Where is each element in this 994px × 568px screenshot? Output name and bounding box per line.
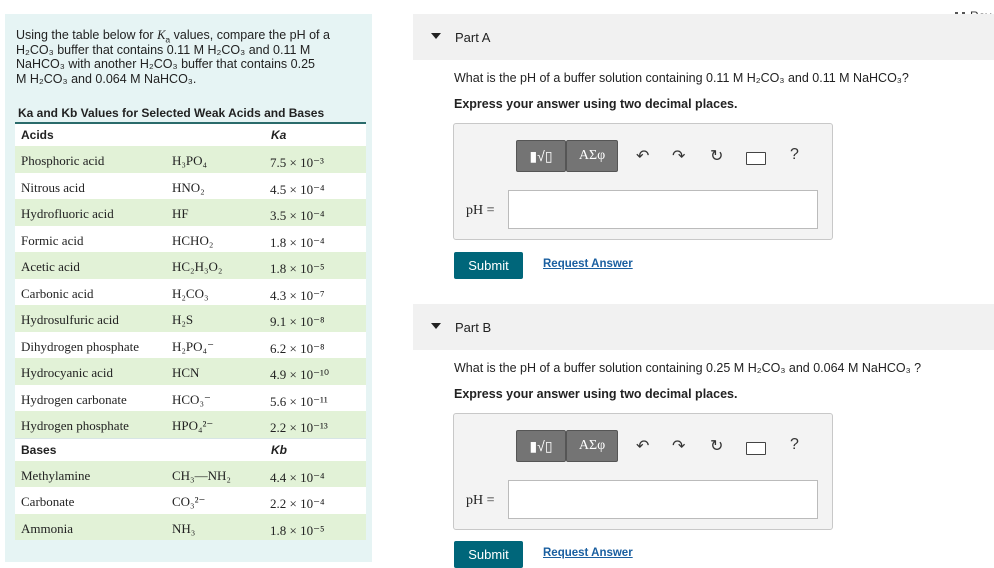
- compound-formula: HCN: [172, 365, 200, 380]
- reset-icon[interactable]: ↻: [710, 438, 724, 455]
- k-value: 1.8 × 10⁻⁵: [270, 261, 325, 276]
- k-value: 4.4 × 10⁻⁴: [270, 469, 325, 485]
- part-a-answer-box: [453, 123, 833, 240]
- table-row: [15, 332, 366, 359]
- collapse-arrow-icon: [431, 33, 441, 39]
- ka-kb-table: [15, 122, 366, 540]
- compound-name: Dihydrogen phosphate: [21, 338, 140, 354]
- compound-formula: H₂S: [172, 312, 194, 327]
- k-value: 4.3 × 10⁻⁷: [270, 287, 325, 303]
- compound-formula: HCO₃⁻: [172, 391, 211, 407]
- k-value: 2.2 × 10⁻¹³: [270, 420, 328, 435]
- intro-line-4: M H₂CO₃ and 0.064 M NaHCO₃.: [16, 71, 197, 86]
- ka-header: Ka: [271, 128, 287, 142]
- part-b-request-answer-link[interactable]: Request Answer: [543, 547, 633, 559]
- table-row: [15, 487, 366, 514]
- ph-label: pH =: [466, 493, 495, 508]
- compound-formula: CO₃²⁻: [172, 494, 206, 509]
- compound-formula: HPO₄²⁻: [172, 418, 214, 433]
- redo-icon[interactable]: ↷: [672, 148, 686, 165]
- part-a-question: What is the pH of a buffer solution containing 0.11 M H₂CO₃ and 0.11 M NaHCO₃?: [454, 71, 909, 85]
- compound-name: Hydrofluoric acid: [21, 206, 114, 221]
- compound-formula: HF: [172, 206, 189, 221]
- compound-name: Acetic acid: [21, 259, 80, 274]
- acid-rows: [15, 146, 366, 438]
- part-a-submit-button[interactable]: Submit: [454, 252, 523, 279]
- compound-formula: HC₂H₃O₂: [172, 259, 223, 274]
- compound-name: Phosphoric acid: [21, 153, 105, 168]
- part-b-title: Part B: [455, 320, 492, 335]
- k-value: 3.5 × 10⁻⁴: [270, 208, 325, 223]
- problem-intro: [16, 28, 361, 86]
- collapse-arrow-icon: [431, 323, 441, 329]
- intro-line-3: NaHCO₃ with another H₂CO₃ buffer that contains 0.25: [16, 57, 315, 72]
- table-row: [15, 514, 366, 541]
- greek-symbols-button[interactable]: ΑΣφ: [566, 140, 618, 172]
- template-button[interactable]: ▮√▯: [516, 430, 566, 462]
- intro-line-1-rest: values, compare the pH of a: [170, 28, 330, 42]
- compound-formula: HCHO₂: [172, 232, 214, 248]
- compound-name: Hydrosulfuric acid: [21, 312, 119, 327]
- k-value: 2.2 × 10⁻⁴: [270, 496, 325, 511]
- table-row: [15, 199, 366, 226]
- part-a-request-answer-link[interactable]: Request Answer: [543, 258, 633, 270]
- part-a-instruction: Express your answer using two decimal places.: [454, 97, 738, 111]
- k-value: 6.2 × 10⁻⁸: [270, 340, 325, 356]
- intro-ka: K: [157, 28, 166, 42]
- compound-formula: H₃PO₄: [172, 153, 208, 168]
- table-title: Ka and Kb Values for Selected Weak Acids and Bases: [18, 106, 325, 120]
- table-row: [15, 305, 366, 332]
- intro-line-1: Using the table below for: [16, 28, 158, 42]
- table-row: [15, 226, 366, 253]
- k-value: 1.8 × 10⁻⁴: [270, 234, 325, 250]
- undo-icon[interactable]: ↶: [636, 148, 650, 165]
- help-icon[interactable]: ?: [790, 436, 799, 453]
- compound-formula: H₂CO₃: [172, 285, 209, 301]
- k-value: 4.5 × 10⁻⁴: [270, 181, 325, 197]
- part-b-header[interactable]: [413, 304, 994, 350]
- acids-header-row: [15, 122, 366, 146]
- k-value: 4.9 × 10⁻¹⁰: [270, 367, 330, 382]
- redo-icon[interactable]: ↷: [672, 438, 686, 455]
- table-row: [15, 385, 366, 412]
- part-a-ph-input[interactable]: [508, 190, 818, 229]
- k-value: 9.1 × 10⁻⁸: [270, 314, 325, 329]
- table-row: [15, 252, 366, 279]
- compound-name: Formic acid: [21, 232, 84, 248]
- keyboard-icon[interactable]: [746, 150, 766, 168]
- intro-ka-sub: a: [165, 34, 171, 45]
- reset-icon[interactable]: ↻: [710, 148, 724, 165]
- k-value: 5.6 × 10⁻¹¹: [270, 393, 328, 409]
- undo-icon[interactable]: ↶: [636, 438, 650, 455]
- keyboard-icon[interactable]: [746, 440, 766, 458]
- compound-name: Hydrogen phosphate: [21, 418, 129, 433]
- compound-name: Nitrous acid: [21, 179, 85, 195]
- part-b-instruction: Express your answer using two decimal places.: [454, 387, 738, 401]
- k-value: 7.5 × 10⁻³: [270, 155, 324, 170]
- compound-formula: H₂PO₄⁻: [172, 338, 214, 354]
- k-value: 1.8 × 10⁻⁵: [270, 522, 325, 538]
- part-a-header[interactable]: [413, 14, 994, 60]
- table-row: [15, 146, 366, 173]
- ph-label: pH =: [466, 203, 495, 218]
- compound-name: Carbonic acid: [21, 285, 94, 301]
- part-b-question: What is the pH of a buffer solution containing 0.25 M H₂CO₃ and 0.064 M NaHCO₃ ?: [454, 361, 922, 375]
- compound-formula: HNO₂: [172, 179, 205, 195]
- acids-header: Acids: [21, 128, 54, 142]
- part-b-submit-button[interactable]: Submit: [454, 541, 523, 568]
- table-row: [15, 411, 366, 438]
- compound-name: Hydrocyanic acid: [21, 365, 114, 380]
- table-row: [15, 173, 366, 200]
- compound-formula: NH₃: [172, 520, 196, 536]
- kb-header: Kb: [271, 442, 287, 457]
- compound-name: Ammonia: [21, 520, 73, 536]
- problem-panel: [5, 14, 372, 562]
- greek-symbols-button[interactable]: ΑΣφ: [566, 430, 618, 462]
- base-rows: [15, 461, 366, 541]
- part-a-title: Part A: [455, 30, 491, 45]
- bases-header: Bases: [21, 442, 57, 457]
- template-button[interactable]: ▮√▯: [516, 140, 566, 172]
- part-b-answer-box: [453, 413, 833, 530]
- help-icon[interactable]: ?: [790, 146, 799, 163]
- table-row: [15, 279, 366, 306]
- bases-header-row: [15, 438, 366, 461]
- compound-formula: CH₃—NH₂: [172, 467, 231, 483]
- intro-line-2: H₂CO₃ buffer that contains 0.11 M H₂CO₃ and 0.11 M: [16, 42, 311, 57]
- compound-name: Carbonate: [21, 494, 75, 509]
- part-b-ph-input[interactable]: [508, 480, 818, 519]
- compound-name: Methylamine: [21, 467, 91, 483]
- table-row: [15, 358, 366, 385]
- compound-name: Hydrogen carbonate: [21, 391, 127, 407]
- table-row: [15, 461, 366, 488]
